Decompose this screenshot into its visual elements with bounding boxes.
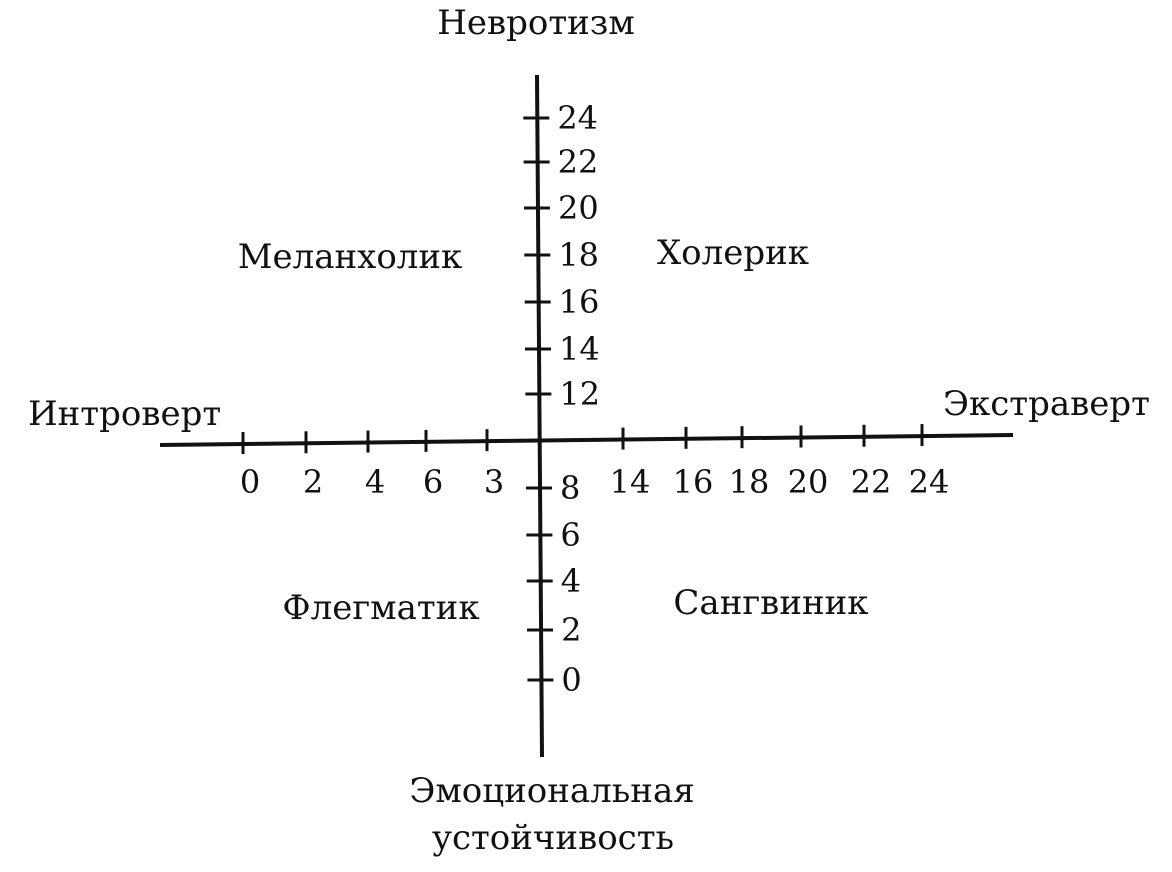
vertical-tick-label: 6 xyxy=(560,516,581,554)
vertical-tick-label: 24 xyxy=(557,99,599,137)
horizontal-tick-label: 6 xyxy=(422,463,444,501)
horizontal-tick-label: 18 xyxy=(728,463,770,501)
horizontal-tick-label: 2 xyxy=(302,463,324,501)
vertical-tick-label: 2 xyxy=(561,611,582,649)
quadrant-label-melancholic: Меланхолик xyxy=(237,237,463,277)
axis-title-top: Невротизм xyxy=(437,3,635,43)
quadrant-label-choleric: Холерик xyxy=(656,233,810,273)
horizontal-tick-label: 4 xyxy=(364,463,386,501)
horizontal-tick-label: 14 xyxy=(609,463,651,501)
horizontal-tick-label: 16 xyxy=(672,463,714,501)
horizontal-tick-label: 24 xyxy=(908,463,950,501)
vertical-tick-label: 16 xyxy=(558,283,600,321)
vertical-tick-label: 14 xyxy=(559,330,600,368)
axis-title-bottom-line2: устойчивость xyxy=(431,818,675,858)
horizontal-axis xyxy=(160,435,1013,445)
vertical-tick-label: 18 xyxy=(558,236,600,274)
horizontal-tick-label: 3 xyxy=(483,463,505,501)
axis-title-left: Интроверт xyxy=(28,394,222,434)
quadrant-label-sanguine: Сангвиник xyxy=(673,583,869,623)
axis-title-bottom-line1: Эмоциональная xyxy=(409,771,695,811)
vertical-tick-label: 22 xyxy=(557,143,599,181)
vertical-axis xyxy=(537,75,542,757)
horizontal-tick-label: 22 xyxy=(850,463,892,501)
vertical-tick-group xyxy=(523,99,600,699)
horizontal-tick-label: 0 xyxy=(239,463,261,501)
axis-title-right: Экстраверт xyxy=(943,384,1150,424)
horizontal-tick-label: 20 xyxy=(787,463,829,501)
vertical-tick-label: 20 xyxy=(557,189,599,227)
vertical-tick-label: 4 xyxy=(560,562,582,600)
quadrant-label-phlegmatic: Флегматик xyxy=(282,588,480,628)
vertical-tick-label: 8 xyxy=(560,469,581,507)
vertical-tick-label: 12 xyxy=(559,375,601,413)
vertical-tick-label: 0 xyxy=(561,661,582,699)
